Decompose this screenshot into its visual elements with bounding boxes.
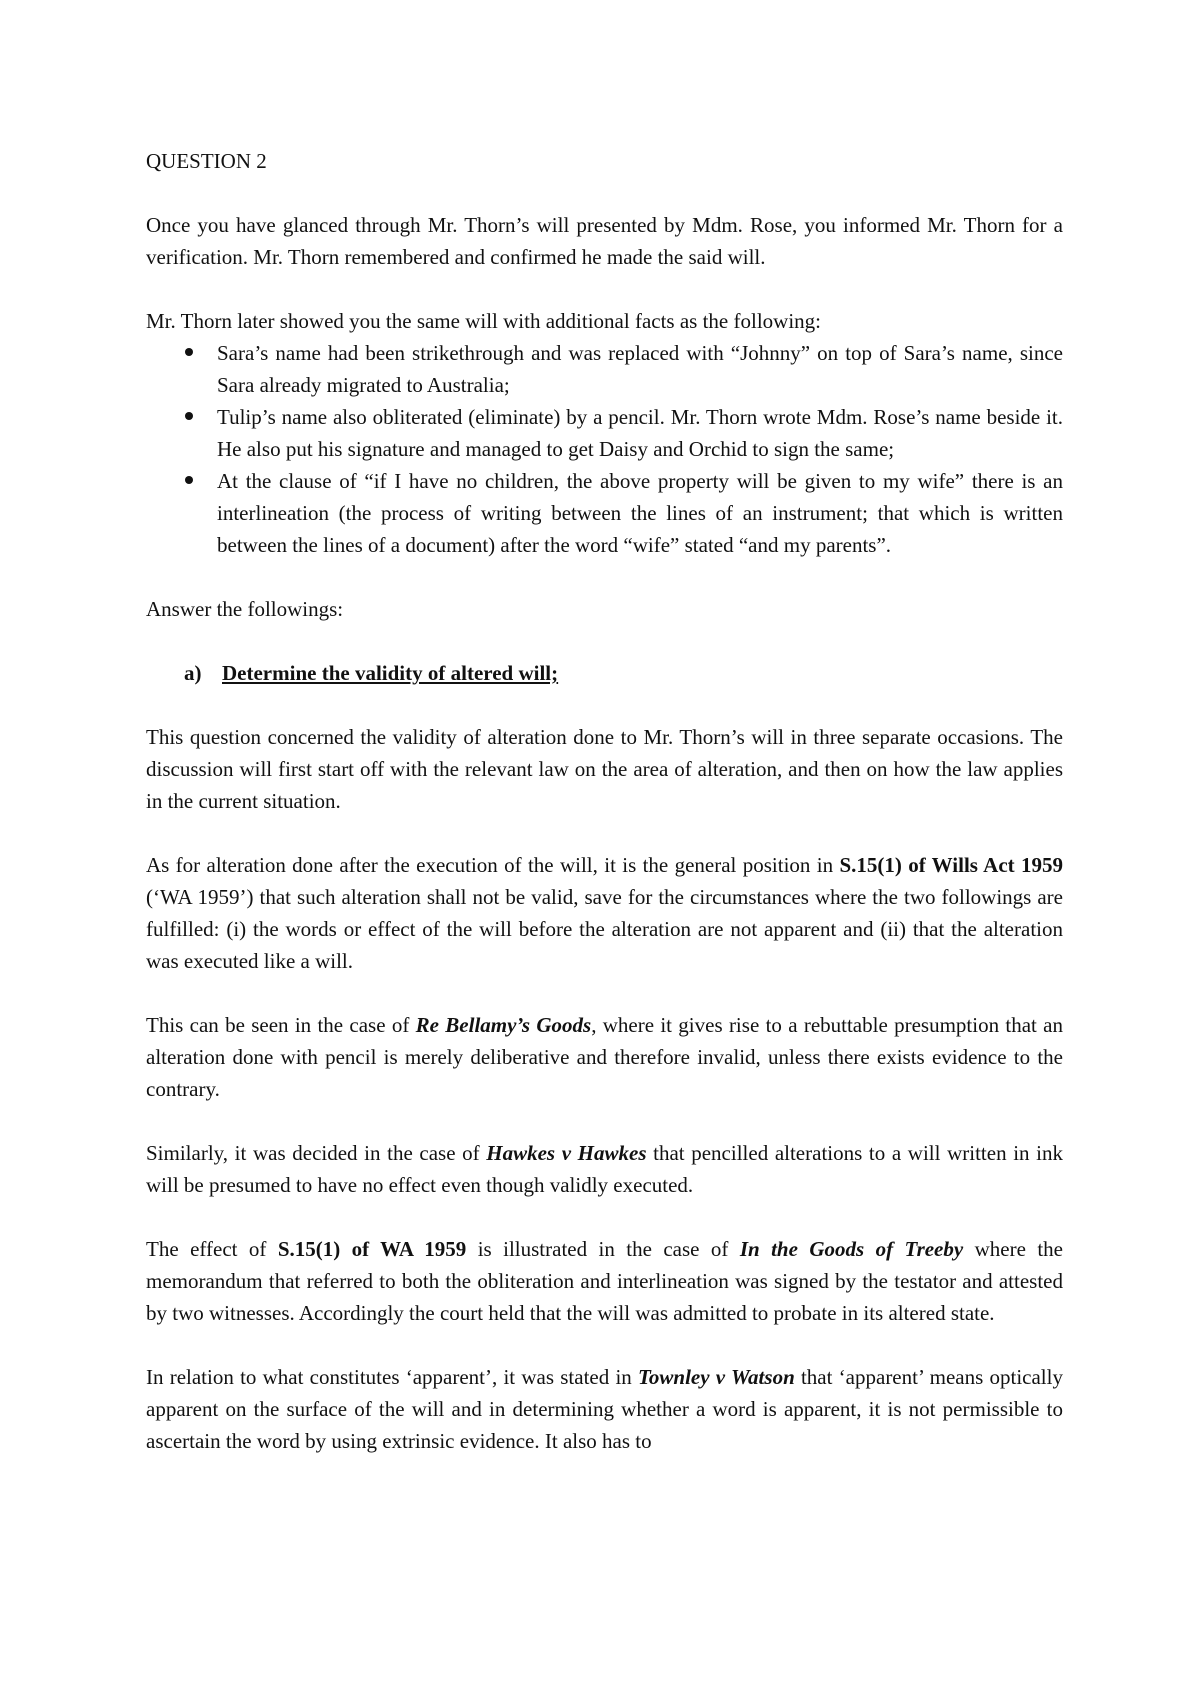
facts-list xyxy=(146,337,1063,561)
text-run: (‘WA 1959’) that such alteration shall not be valid, save for the circumstances where the two followings are fulfilled: (i) the words or effect of the will before the alteration are not apparent and (ii) that the alteration was executed like a will. xyxy=(146,885,1063,973)
bullet-icon xyxy=(185,412,193,420)
text-run: where the memorandum that referred to both the obliteration and interlineation was signed by the testator and attested by two witnesses. Accordingly the court held that the will was admitted to probate in its altered state. xyxy=(146,1237,1063,1325)
facts-intro: Mr. Thorn later showed you the same will with additional facts as the following: xyxy=(146,309,821,333)
fact-item xyxy=(146,465,1063,561)
part-a-marker: a) xyxy=(184,661,202,685)
bullet-icon xyxy=(185,476,193,484)
statute-reference: S.15(1) of WA 1959 xyxy=(277,1237,467,1261)
bullet-icon xyxy=(185,348,193,356)
text-run: that pencilled alterations to a will written in ink will be presumed to have no effect even though validly executed. xyxy=(146,1141,1063,1197)
fact-text: Sara’s name had been strikethrough and was replaced with “Johnny” on top of Sara’s name, since Sara already migrated to Australia; xyxy=(217,341,1063,397)
case-name: Re Bellamy’s Goods xyxy=(415,1013,592,1037)
text-run: Similarly, it was decided in the case of xyxy=(146,1141,487,1165)
paragraph-townley xyxy=(146,1361,1063,1457)
question-title: QUESTION 2 xyxy=(146,149,267,173)
facts-block xyxy=(146,305,1063,561)
text-run: , where it gives rise to a rebuttable presumption that an alteration done with pencil is merely deliberative and therefore invalid, unless there exists evidence to the contrary. xyxy=(146,1013,1063,1101)
fact-item xyxy=(146,401,1063,465)
text-run: As for alteration done after the execution of the will, it is the general position in xyxy=(146,853,840,877)
fact-text: Tulip’s name also obliterated (eliminate) by a pencil. Mr. Thorn wrote Mdm. Rose’s name beside it. He also put his signature and managed to get Daisy and Orchid to sign the same; xyxy=(217,405,1063,461)
paragraph-general-position xyxy=(146,849,1063,977)
text-run: In relation to what constitutes ‘apparent’, it was stated in xyxy=(146,1365,638,1389)
paragraph-hawkes xyxy=(146,1137,1063,1201)
case-name: Hawkes v Hawkes xyxy=(486,1141,647,1165)
paragraph-overview: This question concerned the validity of alteration done to Mr. Thorn’s will in three separate occasions. The discussion will first start off with the relevant law on the area of alteration, and then on how the law applies in the current situation. xyxy=(146,725,1063,813)
text-run: is illustrated in the case of xyxy=(466,1237,740,1261)
text-run: The effect of xyxy=(146,1237,278,1261)
document-body xyxy=(146,145,1063,1489)
case-name: In the Goods of Treeby xyxy=(739,1237,964,1261)
paragraph-treeby xyxy=(146,1233,1063,1329)
intro-paragraph: Once you have glanced through Mr. Thorn’s will presented by Mdm. Rose, you informed Mr. Thorn for a verification. Mr. Thorn remembered and confirmed he made the said will. xyxy=(146,213,1063,269)
text-run: This can be seen in the case of xyxy=(146,1013,416,1037)
paragraph-re-bellamy xyxy=(146,1009,1063,1105)
case-name: Townley v Watson xyxy=(638,1365,795,1389)
text-run: that ‘apparent’ means optically apparent on the surface of the will and in determining whether a word is apparent, it is not permissible to ascertain the word by using extrinsic evidence. It also has to xyxy=(146,1365,1063,1453)
fact-item xyxy=(146,337,1063,401)
part-a-title: Determine the validity of altered will; xyxy=(222,661,559,685)
part-a-heading xyxy=(146,657,1063,689)
fact-text: At the clause of “if I have no children, the above property will be given to my wife” there is an interlineation (the process of writing between the lines of an instrument; that which is written between the lines of a document) after the word “wife” stated “and my parents”. xyxy=(217,469,1063,557)
statute-reference: S.15(1) of Wills Act 1959 xyxy=(839,853,1063,877)
answer-prompt: Answer the followings: xyxy=(146,597,344,621)
